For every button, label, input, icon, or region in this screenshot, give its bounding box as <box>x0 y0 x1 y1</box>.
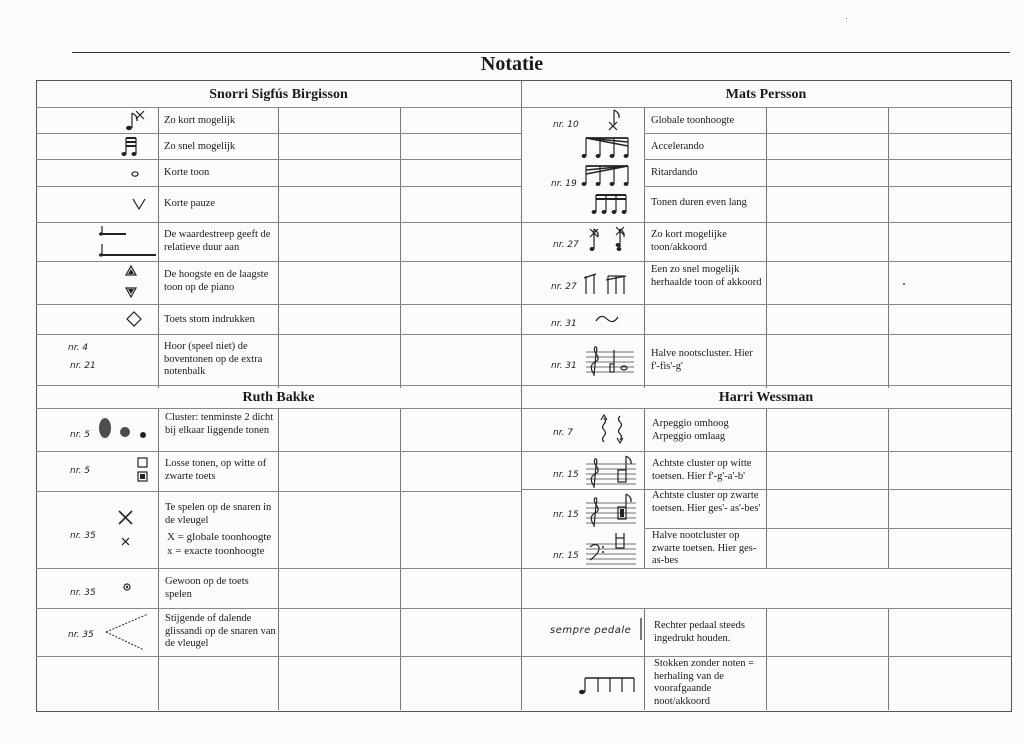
triangle-up-down-icon <box>124 264 138 300</box>
row-text: Arpeggio omhoog <box>652 418 729 429</box>
nr-label: nr. 19 <box>551 179 577 189</box>
row-rule <box>36 451 522 452</box>
nr-label: nr. 35 <box>70 588 96 598</box>
row-rule <box>36 133 522 134</box>
nr-label: nr. 5 <box>70 430 91 440</box>
col-divider <box>158 408 159 710</box>
duration-line-icon <box>96 224 158 260</box>
row-rule <box>36 491 522 492</box>
row-text: De hoogste en de laagste toon op de piano <box>164 269 269 293</box>
short-chord-icon <box>586 225 632 257</box>
row-text: Rechter pedaal steeds ingedrukt houden. <box>654 620 745 644</box>
cluster-dots-icon <box>95 414 151 444</box>
nr-label: nr. 31 <box>551 319 577 329</box>
row-rule <box>521 489 1011 490</box>
scan-speck <box>903 283 905 285</box>
tremolo-chord-icon <box>582 268 630 298</box>
nr-label: nr. 27 <box>551 282 577 292</box>
row-text: Korte pauze <box>164 198 216 209</box>
flagged-note-crossed-icon <box>122 110 146 132</box>
col-divider <box>278 107 279 388</box>
bass-cluster-icon <box>584 532 640 566</box>
small-circle-icon <box>122 582 132 592</box>
col-divider <box>158 107 159 388</box>
col-divider <box>400 107 401 388</box>
accelerando-beam-icon <box>578 136 632 162</box>
nr-label: nr. 35 <box>70 531 96 541</box>
row-rule <box>36 107 1011 108</box>
row-text: Stijgende of dalende glissandi op de snaren van de vleugel <box>165 613 276 649</box>
col-divider <box>644 408 645 568</box>
row-text: Te spelen op de snaren in de vleugel <box>165 502 272 526</box>
row-text: Zo snel mogelijk <box>164 141 236 152</box>
nr-label: nr. 15 <box>553 510 579 520</box>
nr-label: nr. 35 <box>68 630 94 640</box>
treble-white-cluster-icon <box>584 454 640 488</box>
row-text: X = globale toonhoogte <box>167 531 272 543</box>
row-text: Zo kort mogelijke toon/akkoord <box>651 229 727 253</box>
nr-label: nr. 21 <box>70 361 96 371</box>
sempre-pedale-label: sempre pedale <box>550 625 632 636</box>
nr-label: nr. 4 <box>68 343 89 353</box>
row-rule <box>36 261 522 262</box>
section-heading-snorri: Snorri Sigfús Birgisson <box>209 87 348 102</box>
row-text: Accelerando <box>651 141 705 152</box>
row-rule <box>521 222 1011 223</box>
short-note-icon <box>130 170 140 178</box>
global-pitch-note-icon <box>604 108 624 132</box>
col-divider <box>644 608 645 710</box>
row-text: x = exacte toonhoogte <box>167 545 265 557</box>
row-text: Losse tonen, op witte of zwarte toets <box>165 458 267 482</box>
row-text: Tonen duren even lang <box>651 197 747 208</box>
pedal-bracket-icon <box>638 616 644 642</box>
col-divider <box>644 107 645 388</box>
stems-icon <box>576 674 638 698</box>
row-rule <box>36 186 522 187</box>
row-rule <box>36 222 522 223</box>
row-text: Achtste cluster op witte toetsen. Hier f'-g'-a'-b' <box>652 458 752 482</box>
col-divider <box>888 608 889 710</box>
col-divider <box>766 107 767 388</box>
nr-label: nr. 15 <box>553 470 579 480</box>
beamed-notes-icon <box>120 136 142 158</box>
nr-label: nr. 5 <box>70 466 91 476</box>
row-text: Zo kort mogelijk <box>164 115 236 126</box>
row-rule <box>644 159 1011 160</box>
equal-beam-icon <box>590 193 630 217</box>
nr-label: nr. 15 <box>553 551 579 561</box>
scan-speck <box>846 18 847 19</box>
row-rule <box>36 568 1011 569</box>
v-pause-icon <box>132 197 146 211</box>
row-rule <box>36 656 1011 657</box>
row-rule <box>36 408 1011 409</box>
treble-black-cluster-icon <box>584 493 640 527</box>
glissando-icon <box>104 612 150 652</box>
row-text: De waardestreep geeft de relatieve duur aan <box>164 229 271 253</box>
row-text: Halve nootscluster. Hier f'-fis'-g' <box>651 348 753 372</box>
row-rule <box>644 528 1011 529</box>
row-text: Halve nootcluster op zwarte toetsen. Hier ges-as-bes <box>652 530 757 566</box>
col-divider <box>766 408 767 568</box>
row-rule <box>36 608 1011 609</box>
row-rule <box>36 304 522 305</box>
row-text: Arpeggio omlaag <box>652 431 726 442</box>
nr-label: nr. 27 <box>553 240 579 250</box>
section-heading-mats: Mats Persson <box>725 87 807 102</box>
row-rule <box>644 186 1011 187</box>
section-heading-ruth: Ruth Bakke <box>242 390 315 405</box>
row-text: Toets stom indrukken <box>164 314 255 325</box>
tilde-icon <box>594 313 620 325</box>
nr-label: nr. 31 <box>551 361 577 371</box>
row-rule <box>521 334 1011 335</box>
ritardando-beam-icon <box>578 164 632 190</box>
page-title: Notatie <box>480 53 544 75</box>
nr-label: nr. 10 <box>553 120 579 130</box>
row-text: Globale toonhoogte <box>651 115 735 126</box>
col-divider <box>888 408 889 568</box>
arpeggio-icon <box>596 414 630 444</box>
row-text: Ritardando <box>651 167 698 178</box>
col-divider <box>766 608 767 710</box>
x-mark-icon <box>116 508 136 548</box>
row-rule <box>36 159 522 160</box>
row-rule <box>36 385 1011 386</box>
row-text: Gewoon op de toets spelen <box>165 576 249 600</box>
row-text: Stokken zonder noten = herhaling van de voorafgaande noot/akkoord <box>654 658 755 707</box>
col-divider <box>400 408 401 710</box>
row-text: Cluster: tenminste 2 dicht bij elkaar liggende tonen <box>165 412 274 436</box>
diamond-icon <box>126 311 142 327</box>
section-heading-harri: Harri Wessman <box>718 390 814 405</box>
row-rule <box>644 133 1011 134</box>
row-rule <box>36 334 522 335</box>
row-rule <box>521 451 1011 452</box>
row-rule <box>521 261 1011 262</box>
nr-label: nr. 7 <box>553 428 574 438</box>
square-keys-icon <box>136 456 150 484</box>
row-rule <box>521 304 1011 305</box>
row-text: Achtste cluster op zwarte toetsen. Hier ges'- as'-bes' <box>652 490 761 514</box>
row-text: Een zo snel mogelijk herhaalde toon of akkoord <box>651 264 762 288</box>
treble-cluster-icon <box>584 344 636 378</box>
row-text: Hoor (speel niet) de boventonen op de extra notenbalk <box>164 341 263 377</box>
col-divider <box>278 408 279 710</box>
row-text: Korte toon <box>164 167 210 178</box>
col-divider <box>888 107 889 388</box>
